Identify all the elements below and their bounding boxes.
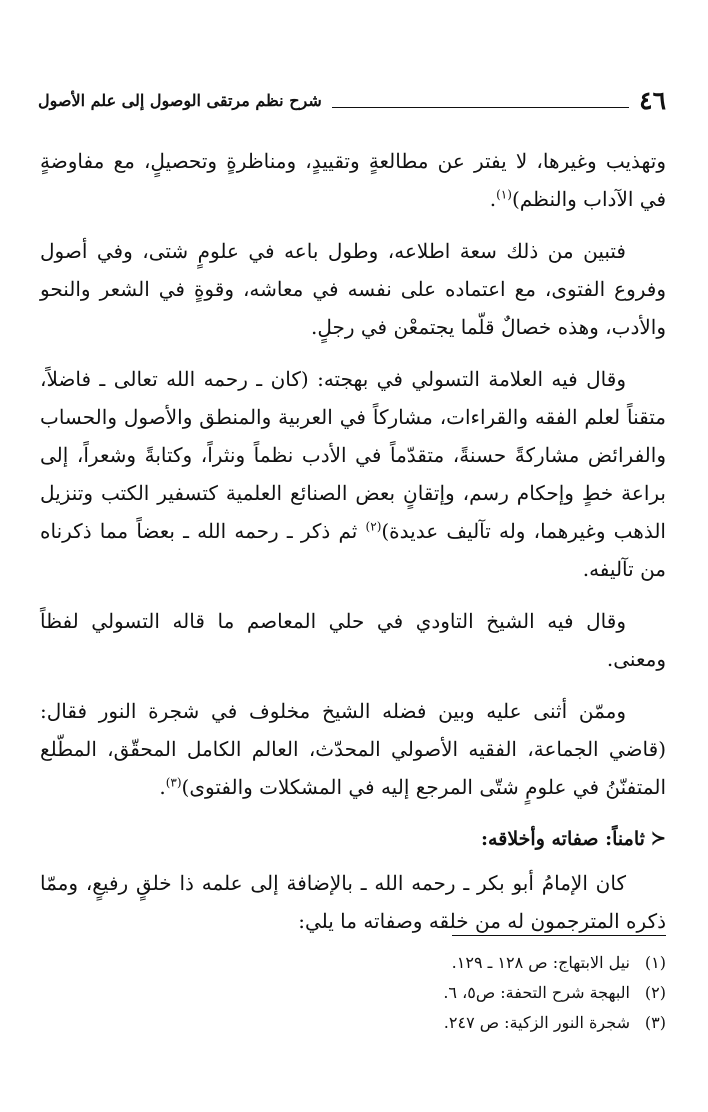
header-rule xyxy=(332,107,629,108)
footnote-item xyxy=(46,948,666,978)
footnotes xyxy=(46,948,666,1038)
footnote-number: (٣) xyxy=(644,1013,666,1032)
footnote-item xyxy=(46,1008,666,1038)
body-text xyxy=(40,142,666,954)
paragraph-5: وممّن أثنى عليه وبين فضله الشيخ مخلوف في شجرة النور فقال: (قاضي الجماعة، الفقيه الأصولي المحدّث، العالم الكامل المحقّق، المطّلع المتفنّنُ في علومٍ شتّى المرجع إليه في المشكلات والفتوى)$^{(٣)}$. xyxy=(40,699,666,799)
footnote-item xyxy=(46,978,666,1008)
footnote-text: البهجة شرح التحفة: ص٥، ٦. xyxy=(443,983,630,1002)
section-heading xyxy=(40,820,666,858)
paragraph-6: كان الإمامُ أبو بكر ـ رحمه الله ـ بالإضافة إلى علمه ذا خلقٍ رفيعٍ، وممّا ذكره المترجمون له من خلقه وصفاته ما يلي: xyxy=(40,871,666,933)
footnote-divider xyxy=(452,935,666,936)
section-heading-text: ثامناً: صفاته وأخلاقه: xyxy=(481,828,645,850)
paragraph-3: وقال فيه العلامة التسولي في بهجته: (كان ـ رحمه الله تعالى ـ فاضلاً، متقناً لعلم الفقه والقراءات، مشاركاً في العربية والمنطق والأصول والحساب والفرائض مشاركةً حسنةً، متقدّماً في الأدب نظماً ونثراً، وكتابةً وشعراً، إلى براعة خطٍ وإحكام رسم، وإتقانٍ بعض الصنائع العلمية كتسفير الكتب وتنزيل الذهب وغيرهما، وله تآليف عديدة)$^{(٢)}$ ثم ذكر ـ رحمه الله ـ بعضاً مما ذكرناه من تآليفه. xyxy=(40,367,666,581)
footnote-ref-2: (٢) xyxy=(365,519,382,534)
paragraph-4: وقال فيه الشيخ التاودي في حلي المعاصم ما قاله التسولي لفظاً ومعنى. xyxy=(40,609,666,671)
footnote-number: (٢) xyxy=(644,983,666,1002)
paragraph-1: وتهذيب وغيرها، لا يفتر عن مطالعةٍ وتقييدٍ، ومناظرةٍ وتحصيلٍ، مع مفاوضةٍ في الآداب والنظم)$^{(١)}$. xyxy=(40,149,666,211)
book-title: شرح نظم مرتقى الوصول إلى علم الأصول xyxy=(38,90,322,110)
footnote-ref-1: (١) xyxy=(496,187,512,202)
footnote-text: نيل الابتهاج: ص ١٢٨ ـ ١٢٩. xyxy=(451,953,630,972)
footnote-ref-3: (٣) xyxy=(165,775,182,790)
footnote-text: شجرة النور الزكية: ص ٢٤٧. xyxy=(443,1013,630,1032)
page-number: ٤٦ xyxy=(639,85,666,115)
chevron-left-icon: ≺ xyxy=(650,828,666,849)
running-header xyxy=(38,82,666,118)
paragraph-2: فتبين من ذلك سعة اطلاعه، وطول باعه في علومٍ شتى، وفي أصول وفروع الفتوى، مع اعتماده على نفسه في معاشه، وقوةٍ في الشعر والنحو والأدب، وهذه خصالٌ قلّما يجتمعْن في رجلٍ. xyxy=(40,239,666,339)
footnote-number: (١) xyxy=(644,953,666,972)
